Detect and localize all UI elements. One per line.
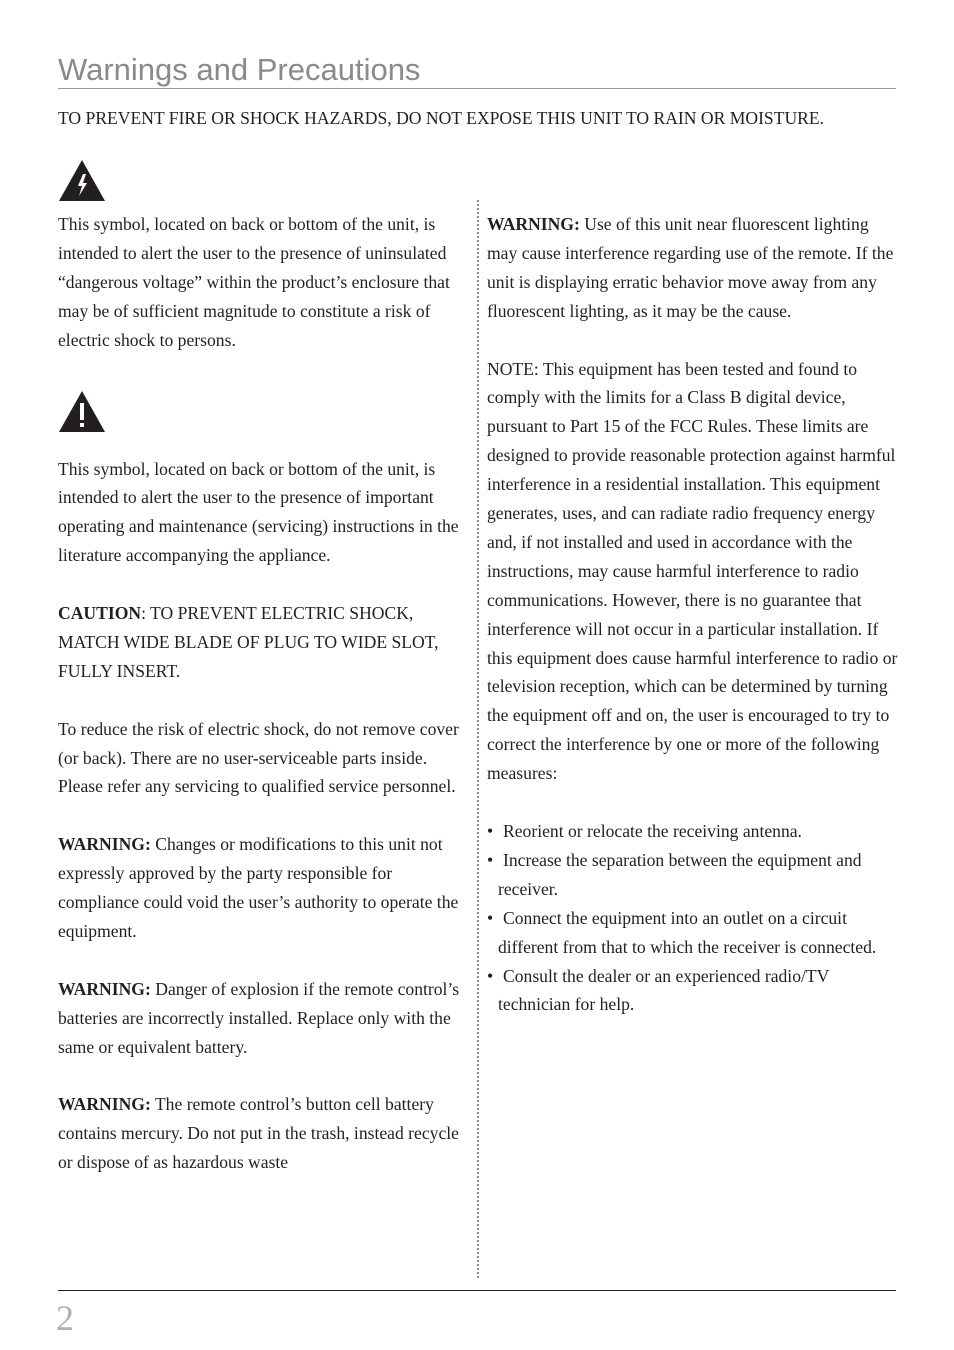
caution-text: : TO PREVENT ELECTRIC SHOCK, MATCH WIDE BLADE OF PLUG TO WIDE SLOT, FULLY INSERT. [58,603,439,681]
warning-text: Use of this unit near fluorescent lighting may cause interference regarding use of the remote. If the unit is displaying erratic behavior move away from any fluorescent lighting, as it may be the cause. [487,214,894,321]
right-column [487,210,899,1019]
warning-text: Danger of explosion if the remote control’s batteries are incorrectly installed. Replace only with the same or equivalent battery. [58,978,460,1057]
caution-paragraph [58,599,470,686]
warning-mercury [58,1090,470,1177]
column-divider [477,200,479,1278]
warning-fluorescent [487,210,899,326]
list-item: • Increase the separation between the equipment and receiver. [487,849,862,899]
caution-label: CAUTION [58,603,142,624]
warning-text: The remote control’s button cell battery contains mercury. Do not put in the trash, instead recycle or dispose of as hazardous waste [58,1094,459,1173]
left-column [58,210,470,1177]
warning-label: WARNING: [58,978,151,999]
footer-rule [58,1290,896,1291]
shock-risk-paragraph: To reduce the risk of electric shock, do not remove cover (or back). There are no user-serviceable parts inside. Please refer any servicing to qualified service personnel. [58,718,459,797]
fcc-measures-list [487,817,899,1019]
list-item: • Connect the equipment into an outlet on a circuit different from that to which the receiver is connected. [487,907,877,957]
warning-battery-explosion [58,975,470,1062]
lightning-symbol-description: This symbol, located on back or bottom of the unit, is intended to alert the user to the presence of uninsulated “dangerous voltage” within the product’s enclosure that may be of sufficient magnitude to constitute a risk of electric shock to persons. [58,214,450,350]
warning-text: Changes or modifications to this unit not expressly approved by the party responsible for compliance could void the user’s authority to operate the equipment. [58,834,459,941]
warning-label: WARNING: [58,834,151,855]
fcc-note: NOTE: This equipment has been tested and found to comply with the limits for a Class B digital device, pursuant to Part 15 of the FCC Rules. These limits are designed to provide reasonable protection against harmful interference in a residential installation. This equipment generates, uses, and can radiate radio frequency energy and, if not installed and used in accordance with the instructions, may cause harmful interference to radio communications. However, there is no guarantee that interference will not occur in a particular installation. If this equipment does cause harmful interference to radio or television reception, which can be determined by turning the equipment off and on, the user is encouraged to try to correct the interference by one or more of the following measures: [487,358,898,784]
list-item: • Consult the dealer or an experienced radio/TV technician for help. [487,965,830,1015]
page-title: Warnings and Precautions [58,52,896,89]
list-item: • Reorient or relocate the receiving antenna. [487,821,802,841]
page-number: 2 [56,1298,74,1338]
exclamation-symbol-description: This symbol, located on back or bottom of the unit, is intended to alert the user to the presence of important operating and maintenance (servicing) instructions in the literature accompanying the appliance. [58,458,459,566]
warning-label: WARNING: [487,214,580,234]
warning-label: WARNING: [58,1094,151,1115]
warning-modifications [58,830,470,946]
hazard-banner: TO PREVENT FIRE OR SHOCK HAZARDS, DO NOT EXPOSE THIS UNIT TO RAIN OR MOISTURE. [58,108,825,128]
lightning-warning-icon [58,159,106,202]
